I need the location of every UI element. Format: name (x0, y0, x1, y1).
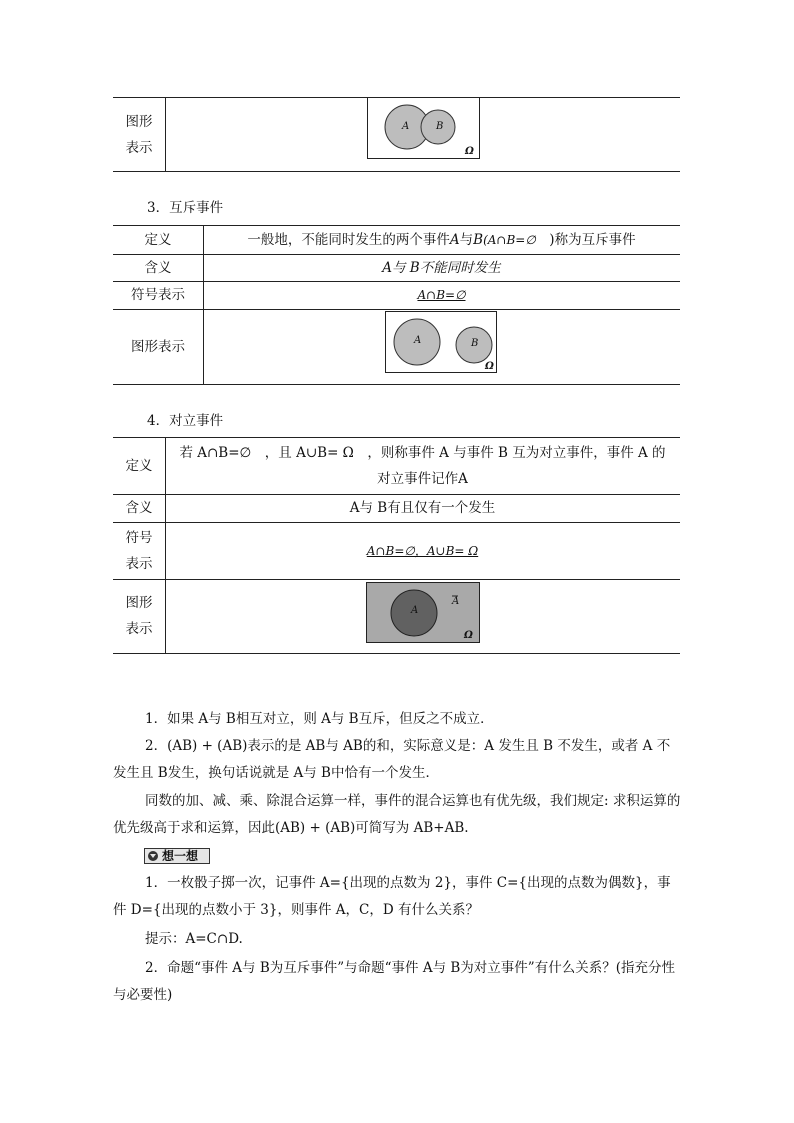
question-2: 2．命题“事件 A与 B为互斥事件”与命题“事件 A与 B为对立事件”有什么关系？(指充分性与必要性) (113, 960, 675, 1003)
top-table-border-bottom (113, 171, 680, 172)
sec3-label-figure: 图形表示 (131, 338, 185, 355)
venn-exclusive-omega: Ω (485, 361, 494, 372)
sec4-line-4 (113, 653, 680, 654)
top-table-divider (165, 97, 166, 172)
sec4-line-0 (113, 437, 680, 438)
sec3-definition: 一般地，不能同时发生的两个事件 A 与 B (A∩B=∅ )称为互斥事件 (247, 231, 636, 248)
sec4-label-figure: 图形 表示 (125, 595, 153, 637)
venn-complement-abar-label: A (452, 596, 460, 607)
question-1: 1．一枚骰子掷一次，记事件 A={出现的点数为 2}，事件 C={出现的点数为偶数}，事件 D={出现的点数小于 3}，则事件 A，C，D 有什么关系？ (113, 875, 671, 918)
chevron-down-icon (148, 851, 158, 861)
venn-union-omega: Ω (465, 146, 474, 157)
note-1: 1．如果 A与 B相互对立，则 A与 B互斥，但反之不成立． (145, 711, 494, 727)
sec3-label-definition: 定义 (144, 231, 172, 248)
note-2: 2．(AB) + (AB)表示的是 AB与 AB的和，实际意义是：A 发生且 B 不发生，或者 A 不发生且 B发生，换句话说就是 A与 B中恰有一个发生． (113, 738, 671, 781)
sec4-definition-line1: 若 A∩B=∅ ，且 A∪B= Ω ，则称事件 A 与事件 B 互为对立事件，事件 A 的 (179, 445, 666, 461)
section4-heading: 4．对立事件 (147, 413, 224, 429)
venn-complement-omega: Ω (464, 630, 473, 641)
sec3-line-4 (113, 384, 680, 385)
sec4-label-meaning: 含义 (125, 500, 153, 516)
sec3-label-symbol: 符号表示 (131, 287, 185, 303)
sec4-label-symbol: 符号 表示 (125, 529, 153, 572)
venn-union-b-label: B (436, 121, 444, 132)
think-badge-label: 想一想 (162, 849, 199, 863)
venn-complement-a-label: A (411, 605, 419, 616)
sec4-symbol: A∩B=∅，A∪B= Ω (366, 543, 479, 558)
section3-heading: 3．互斥事件 (147, 200, 224, 216)
sec3-symbol: A∩B=∅ (417, 288, 466, 302)
venn-union-a-label: A (402, 121, 410, 132)
sec4-definition-line2: 对立事件记作A (377, 471, 468, 487)
venn-union-figure (367, 97, 481, 160)
venn-exclusive-b-label: B (471, 338, 479, 349)
sec4-label-definition: 定义 (125, 457, 153, 474)
venn-exclusive-a-label: A (414, 335, 422, 346)
hint-1: 提示：A=C∩D. (145, 931, 243, 947)
sec3-meaning: A与 B不能同时发生 (382, 259, 501, 276)
think-badge (144, 848, 210, 864)
top-table-label: 图形 表示 (125, 113, 153, 156)
sec3-label-meaning: 含义 (144, 259, 172, 276)
venn-mutually-exclusive-figure (385, 311, 498, 374)
sec4-definition (165, 440, 680, 492)
sec4-meaning: A与 B有且仅有一个发生 (349, 500, 496, 516)
sec4-line-3 (113, 579, 680, 580)
note-3: 同数的加、减、乘、除混合运算一样，事件的混合运算也有优先级，我们规定: 求积运算的优先级高于求和运算，因此(AB) + (AB)可简写为 AB+AB. (113, 793, 681, 836)
